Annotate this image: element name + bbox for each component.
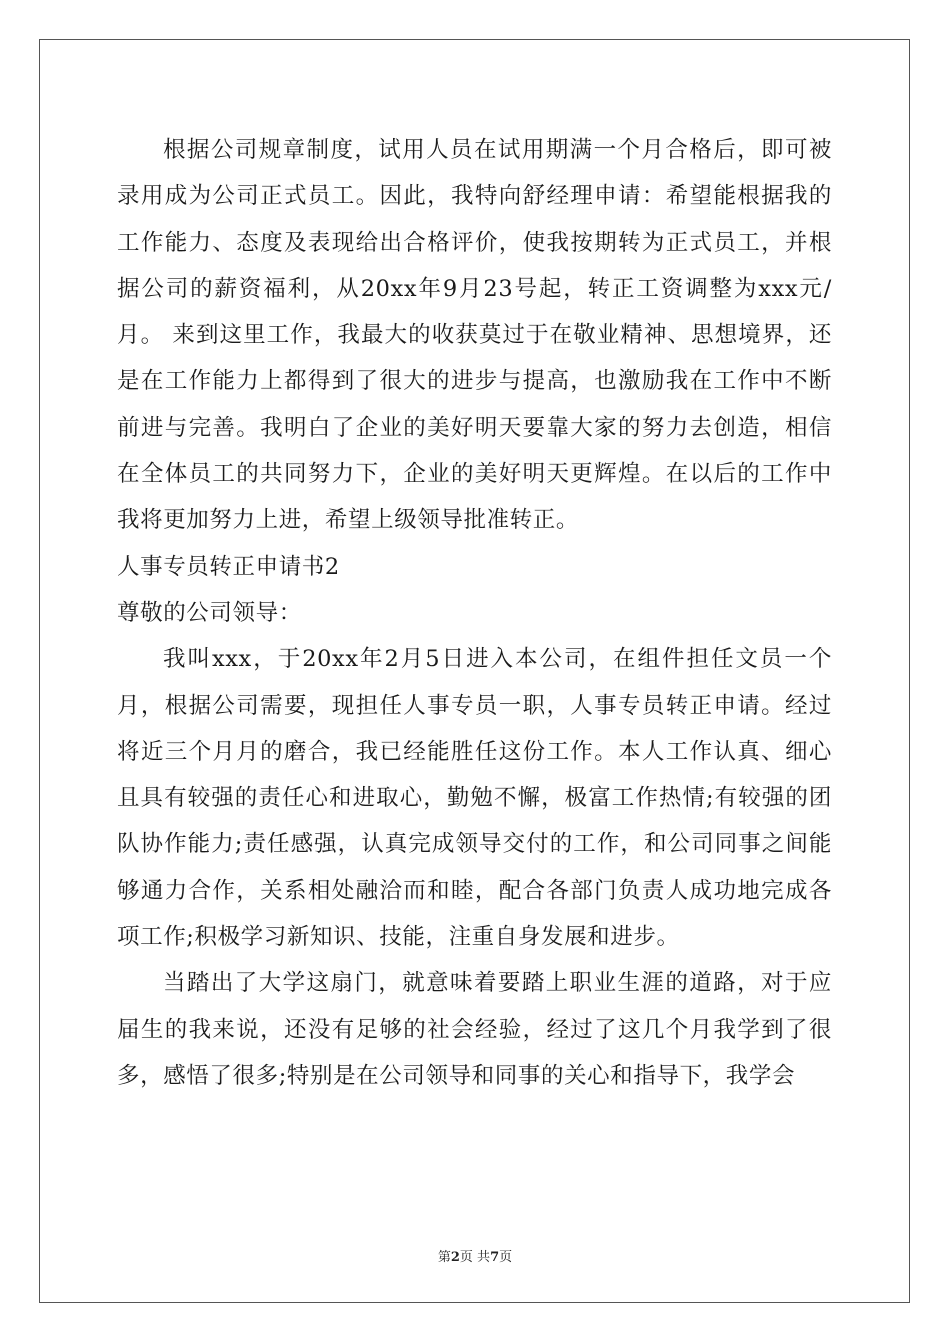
current-page-number: 2 [450,1250,460,1265]
footer-suffix: 页 [499,1250,513,1265]
page-footer [0,1246,950,1265]
section-heading: 人事专员转正申请书2 [117,553,340,580]
paragraph-2: 我叫xxx，于20xx年2月5日进入本公司，在组件担任文员一个月，根据公司需要，现担任人事专员一职，人事专员转正申请。经过将近三个月月的磨合，我已经能胜任这份工作。本人工作认真、细心且具有较强的责任心和进取心，勤勉不懈，极富工作热情;有较强的团队协作能力;责任感强，认真完成领导交付的工作，和公司同事之间能够通力合作，关系相处融洽而和睦，配合各部门负责人成功地完成各项工作;积极学习新知识、技能，注重自身发展和进步。 [117,646,832,951]
salutation: 尊敬的公司领导： [117,599,302,626]
paragraph-1: 根据公司规章制度，试用人员在试用期满一个月合格后，即可被录用成为公司正式员工。因此，我特向舒经理申请：希望能根据我的工作能力、态度及表现给出合格评价，使我按期转为正式员工，并根据公司的薪资福利，从20xx年9月23号起，转正工资调整为xxx元/月。 来到这里工作，我最大的收获莫过于在敬业精神、思想境界，还是在工作能力上都得到了很大的进步与提高，也激励我在工作中不断前进与完善。我明白了企业的美好明天要靠大家的努力去创造，相信在全体员工的共同努力下，企业的美好明天更辉煌。在以后的工作中我将更加努力上进，希望上级领导批准转正。 [117,137,832,534]
total-page-number: 7 [490,1250,500,1265]
footer-prefix: 第 [437,1250,451,1265]
paragraph-3: 当踏出了大学这扇门，就意味着要踏上职业生涯的道路，对于应届生的我来说，还没有足够的社会经验，经过了这几个月我学到了很多，感悟了很多;特别是在公司领导和同事的关心和指导下，我学会 [117,970,832,1089]
document-body [117,127,832,1099]
footer-mid: 页 共 [459,1250,491,1265]
